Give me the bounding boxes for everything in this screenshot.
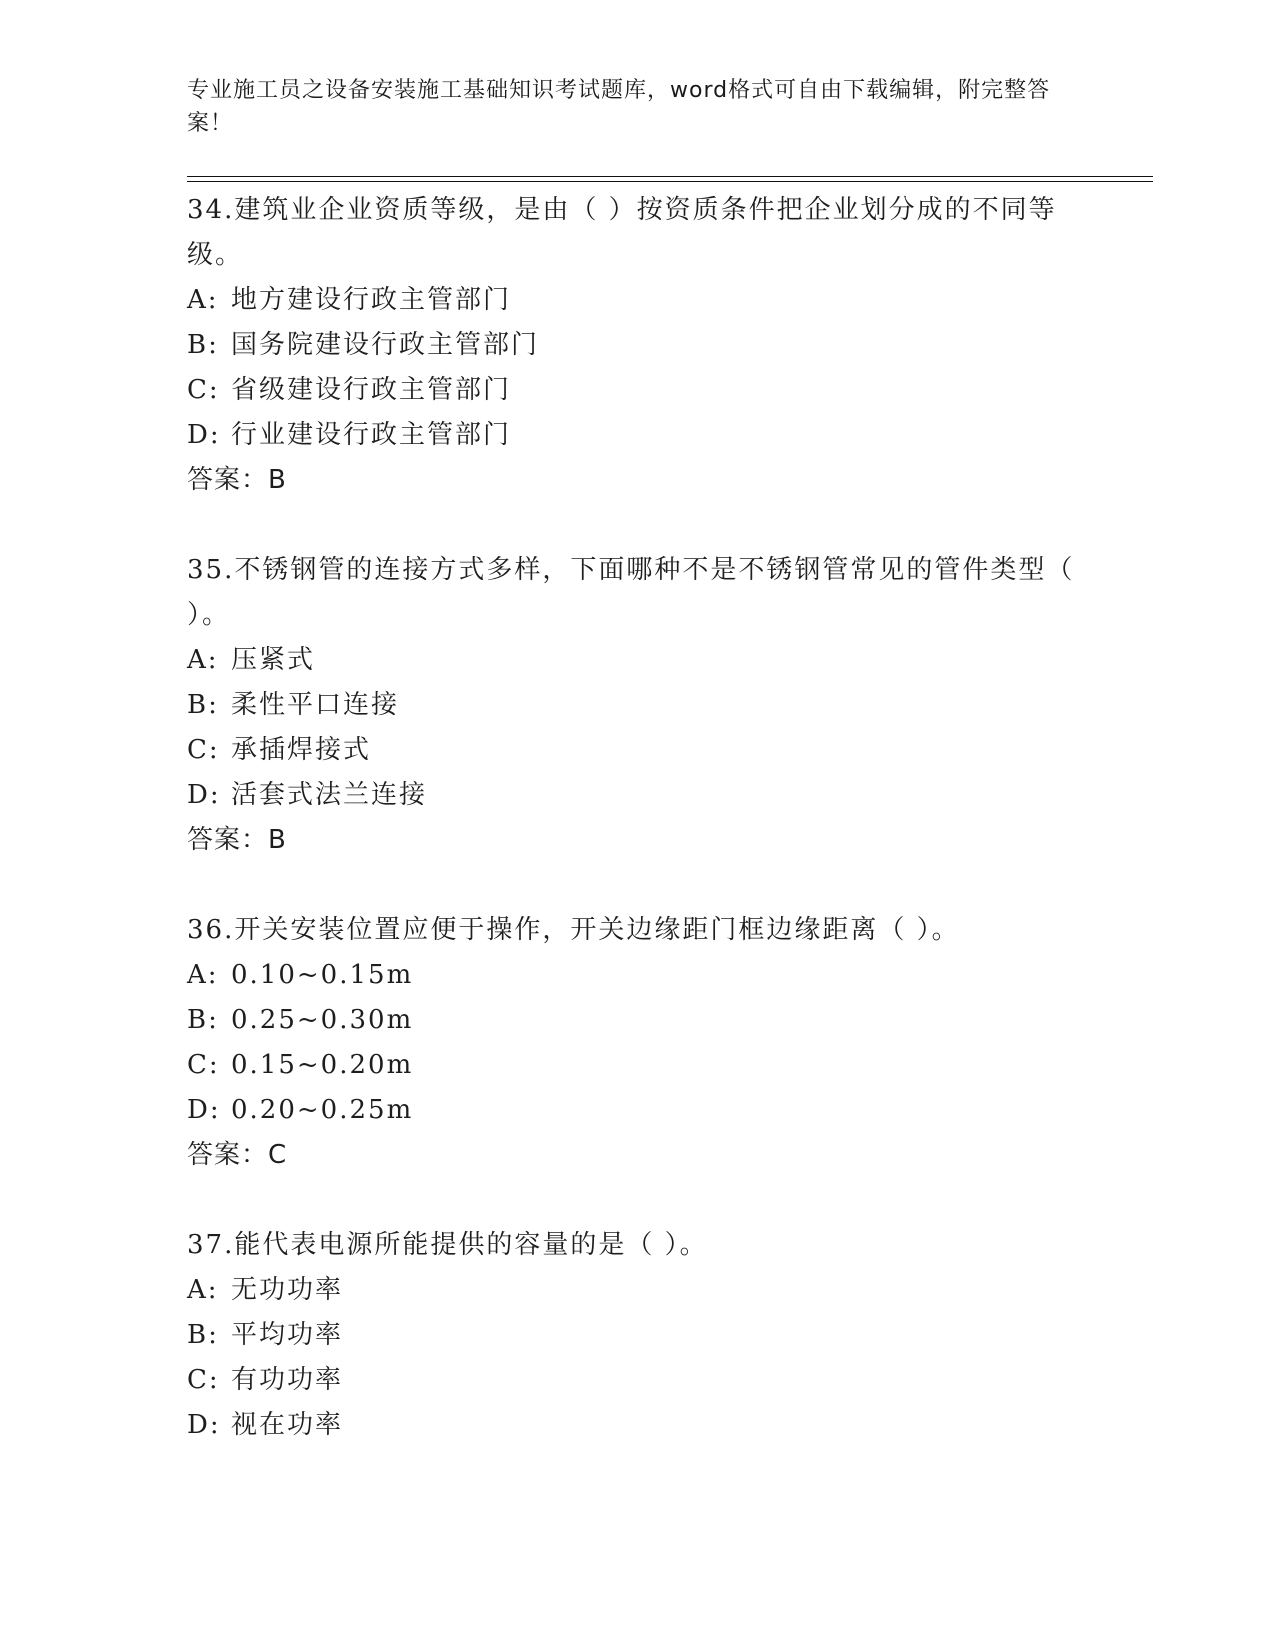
option-text: 承插焊接式	[231, 735, 372, 765]
option-c	[187, 368, 1067, 413]
option-a	[187, 638, 1077, 683]
option-letter: C:	[187, 375, 220, 405]
question-stem: 36.开关安装位置应便于操作，开关边缘距门框边缘距离（ ）。	[187, 915, 960, 945]
option-text: 地方建设行政主管部门	[231, 285, 512, 315]
document-header: 专业施工员之设备安装施工基础知识考试题库，word格式可自由下载编辑，附完整答案！	[187, 78, 1051, 136]
option-letter: D:	[187, 420, 221, 450]
answer-line: 答案：B	[187, 825, 287, 855]
question-37	[187, 1223, 1087, 1448]
option-d	[187, 773, 1077, 818]
option-text: 0.10~0.15m	[231, 960, 414, 990]
option-letter: A:	[187, 645, 219, 675]
option-letter: A:	[187, 285, 219, 315]
option-letter: D:	[187, 1410, 221, 1440]
option-letter: B:	[187, 1005, 219, 1035]
question-stem: 37.能代表电源所能提供的容量的是（ ）。	[187, 1230, 708, 1260]
option-text: 有功功率	[231, 1365, 344, 1395]
option-c	[187, 1043, 1087, 1088]
option-b	[187, 683, 1077, 728]
option-text: 无功功率	[231, 1275, 344, 1305]
option-c	[187, 1358, 1087, 1403]
option-b	[187, 1313, 1087, 1358]
option-text: 行业建设行政主管部门	[231, 420, 512, 450]
option-text: 平均功率	[231, 1320, 344, 1350]
question-35	[187, 548, 1077, 863]
option-letter: D:	[187, 1095, 221, 1125]
option-letter: A:	[187, 1275, 219, 1305]
header-divider-top	[187, 176, 1153, 177]
question-stem: 35.不锈钢管的连接方式多样，下面哪种不是不锈钢管常见的管件类型（ ）。	[187, 555, 1075, 630]
option-d	[187, 1088, 1087, 1133]
header-divider-bottom	[187, 181, 1153, 182]
option-a	[187, 278, 1067, 323]
option-b	[187, 323, 1067, 368]
answer-line: 答案：C	[187, 1140, 288, 1170]
option-text: 0.25~0.30m	[231, 1005, 414, 1035]
option-letter: C:	[187, 1365, 220, 1395]
option-d	[187, 1403, 1087, 1448]
option-b	[187, 998, 1087, 1043]
option-text: 压紧式	[231, 645, 316, 675]
option-letter: B:	[187, 330, 219, 360]
option-d	[187, 413, 1067, 458]
option-text: 活套式法兰连接	[231, 780, 428, 810]
option-letter: B:	[187, 690, 219, 720]
option-text: 柔性平口连接	[231, 690, 400, 720]
option-text: 国务院建设行政主管部门	[231, 330, 540, 360]
question-36	[187, 908, 1087, 1178]
option-text: 省级建设行政主管部门	[231, 375, 512, 405]
option-a	[187, 953, 1087, 998]
option-letter: C:	[187, 1050, 220, 1080]
option-a	[187, 1268, 1087, 1313]
question-stem: 34.建筑业企业资质等级，是由（ ）按资质条件把企业划分成的不同等级。	[187, 195, 1057, 270]
question-34	[187, 188, 1067, 503]
answer-line: 答案：B	[187, 465, 287, 495]
option-text: 0.20~0.25m	[231, 1095, 414, 1125]
option-letter: D:	[187, 780, 221, 810]
option-letter: C:	[187, 735, 220, 765]
option-letter: A:	[187, 960, 219, 990]
option-letter: B:	[187, 1320, 219, 1350]
option-text: 视在功率	[231, 1410, 344, 1440]
option-c	[187, 728, 1077, 773]
option-text: 0.15~0.20m	[231, 1050, 414, 1080]
